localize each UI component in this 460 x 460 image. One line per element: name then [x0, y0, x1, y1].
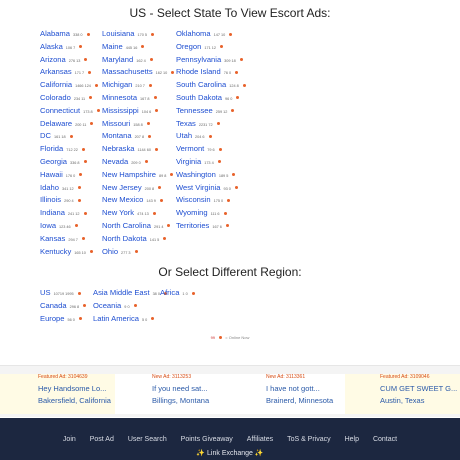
- state-link[interactable]: Maryland: [102, 54, 134, 64]
- region-link[interactable]: Canada: [40, 300, 67, 310]
- region-row[interactable]: [40, 300, 86, 313]
- online-dot-icon: [151, 317, 154, 320]
- state-row[interactable]: [40, 118, 100, 131]
- state-link[interactable]: DC: [40, 131, 51, 141]
- footer-link-points-giveaway[interactable]: Points Giveaway: [180, 436, 233, 443]
- state-row[interactable]: [176, 41, 246, 54]
- online-dot-icon: [229, 33, 232, 36]
- state-link[interactable]: South Dakota: [176, 92, 223, 102]
- state-link[interactable]: New Jersey: [102, 182, 142, 192]
- state-row[interactable]: [40, 143, 100, 156]
- ad-card[interactable]: [0, 374, 115, 414]
- state-link[interactable]: Arizona: [40, 54, 66, 64]
- state-count: 290 4: [64, 199, 74, 204]
- online-dot-icon: [236, 96, 239, 99]
- state-count: 162 10: [155, 71, 168, 76]
- state-count: 210 7: [135, 84, 145, 89]
- ad-card[interactable]: [345, 374, 460, 414]
- state-count: 161 18: [53, 135, 66, 140]
- state-row[interactable]: [102, 130, 174, 143]
- state-row[interactable]: [102, 169, 174, 182]
- state-link[interactable]: Montana: [102, 131, 132, 141]
- state-row[interactable]: [102, 182, 174, 195]
- state-link[interactable]: West Virginia: [176, 182, 221, 192]
- state-link[interactable]: Colorado: [40, 92, 71, 102]
- region-link[interactable]: Oceania: [93, 300, 122, 310]
- sparkle-icon: ✨: [196, 450, 206, 457]
- state-row[interactable]: [40, 156, 100, 169]
- state-count: 93 0: [223, 186, 231, 191]
- online-dot-icon: [83, 304, 86, 307]
- state-link[interactable]: Arkansas: [40, 67, 72, 77]
- state-count: 309 18: [224, 58, 236, 63]
- online-dot-icon: [160, 199, 163, 202]
- state-link[interactable]: Territories: [176, 220, 210, 230]
- state-link[interactable]: Idaho: [40, 182, 60, 192]
- ad-location[interactable]: Austin, Texas: [380, 396, 425, 405]
- state-row[interactable]: [176, 54, 246, 67]
- online-dot-icon: [89, 96, 92, 99]
- state-count: 1144 60: [137, 148, 151, 153]
- online-dot-icon: [82, 237, 85, 240]
- online-dot-icon: [170, 173, 173, 176]
- state-count: 124 8: [229, 84, 239, 89]
- state-link[interactable]: Georgia: [40, 156, 68, 166]
- state-count: 167 6: [212, 224, 222, 229]
- online-dot-icon: [145, 160, 148, 163]
- online-dot-icon: [79, 173, 82, 176]
- state-count: 277 3: [121, 250, 131, 255]
- online-dot-icon: [134, 304, 137, 307]
- ad-card[interactable]: [230, 374, 345, 414]
- sparkle-icon: ✨: [254, 450, 264, 457]
- online-dot-icon: [217, 122, 220, 125]
- region-row[interactable]: [160, 287, 195, 300]
- online-dot-icon: [147, 122, 150, 125]
- online-dot-icon: [192, 292, 195, 295]
- online-label: = Online Now: [225, 335, 250, 340]
- region-link[interactable]: Africa: [160, 288, 180, 297]
- regions-column-1: [40, 287, 86, 325]
- state-count: 336 8: [70, 160, 80, 165]
- online-dot-icon: [95, 84, 98, 87]
- region-row[interactable]: [93, 313, 167, 326]
- state-link[interactable]: Wyoming: [176, 208, 208, 218]
- footer-nav: [0, 436, 460, 443]
- online-dot-icon: [218, 160, 221, 163]
- online-dot-icon: [220, 45, 223, 48]
- state-link[interactable]: Washington: [176, 169, 216, 179]
- state-link[interactable]: Maine: [102, 41, 123, 51]
- state-row[interactable]: [40, 79, 100, 92]
- state-count: 111 6: [210, 212, 220, 217]
- state-count: 141 5: [149, 237, 160, 242]
- state-row[interactable]: [40, 66, 100, 79]
- footer-link-post-ad[interactable]: Post Ad: [89, 436, 114, 443]
- online-dot-icon: [90, 250, 93, 253]
- state-link[interactable]: Wisconsin: [176, 195, 211, 205]
- state-link[interactable]: Alaska: [40, 41, 63, 51]
- state-count: 76 0: [223, 71, 232, 76]
- state-row[interactable]: [102, 246, 174, 259]
- state-count: 241 12: [67, 212, 80, 217]
- state-count: 204 6: [195, 135, 205, 140]
- state-count: 259 12: [215, 109, 228, 114]
- state-count: 106 7: [65, 45, 76, 50]
- online-count: 99: [210, 335, 216, 340]
- online-dot-icon: [209, 135, 212, 138]
- state-row[interactable]: [40, 194, 100, 207]
- region-row[interactable]: [93, 300, 167, 313]
- online-dot-icon: [82, 148, 85, 151]
- state-row[interactable]: [102, 233, 174, 246]
- footer-link-contact[interactable]: Contact: [372, 436, 398, 443]
- online-dot-icon: [148, 135, 151, 138]
- state-link[interactable]: Texas: [176, 118, 196, 128]
- online-dot-icon: [84, 58, 87, 61]
- state-count: 1466 124: [75, 84, 91, 89]
- state-count: 200 8: [144, 186, 155, 191]
- state-row[interactable]: [40, 105, 100, 118]
- footer-link-tos[interactable]: ToS & Privacy: [287, 436, 331, 443]
- region-row[interactable]: [40, 287, 86, 300]
- states-column-3: [176, 28, 246, 233]
- online-dot-icon: [78, 199, 81, 202]
- state-count: 338 0: [72, 33, 83, 37]
- state-link[interactable]: Indiana: [40, 208, 65, 218]
- online-dot-icon: [84, 212, 87, 215]
- region-title: Or Select Different Region:: [158, 265, 302, 279]
- state-count: 162 4: [136, 58, 146, 63]
- online-dot-icon: [151, 33, 154, 36]
- online-dot-icon: [158, 186, 161, 189]
- online-dot-icon: [235, 71, 238, 74]
- state-row[interactable]: [176, 182, 246, 195]
- state-count: 341 12: [62, 186, 74, 191]
- online-dot-icon: [232, 173, 235, 176]
- state-link[interactable]: Delaware: [40, 118, 73, 128]
- online-dot-icon: [219, 148, 222, 151]
- state-row[interactable]: [40, 41, 100, 54]
- region-count: 1 0: [182, 292, 188, 296]
- regions-column-2: [93, 287, 167, 325]
- ad-location[interactable]: Brainerd, Minnesota: [266, 396, 334, 405]
- region-link[interactable]: US: [40, 288, 51, 297]
- link-exchange[interactable]: [0, 449, 460, 457]
- state-row[interactable]: [176, 105, 246, 118]
- region-count: 296 8: [69, 304, 80, 309]
- online-dot-icon: [84, 160, 87, 163]
- state-row[interactable]: [102, 54, 174, 67]
- ad-title[interactable]: Hey Handsome Lo...: [38, 384, 107, 393]
- state-row[interactable]: [40, 233, 100, 246]
- state-row[interactable]: [40, 246, 100, 259]
- online-dot-icon: [171, 71, 174, 74]
- ad-tag: New Ad: 3113361: [266, 374, 306, 380]
- state-count: 158 8: [133, 122, 143, 127]
- state-row[interactable]: [176, 194, 246, 207]
- state-count: 165 10: [74, 250, 86, 255]
- state-link[interactable]: Alabama: [40, 29, 70, 38]
- region-count: 56 0: [67, 317, 75, 322]
- online-dot-icon: [150, 58, 153, 61]
- ad-location[interactable]: Billings, Montana: [152, 396, 210, 405]
- state-row[interactable]: [40, 92, 100, 105]
- state-row[interactable]: [102, 66, 174, 79]
- state-link[interactable]: Virginia: [176, 156, 202, 166]
- state-row[interactable]: [176, 130, 246, 143]
- state-count: 170 5: [137, 33, 148, 37]
- state-link[interactable]: North Carolina: [102, 220, 151, 230]
- online-dot-icon: [75, 224, 78, 227]
- online-dot-icon: [226, 224, 229, 227]
- ad-tag: New Ad: 3113253: [152, 374, 192, 380]
- ad-tag: Featured Ad: 3109046: [380, 374, 430, 380]
- state-count: 89 8: [159, 173, 167, 178]
- state-count: 171 12: [204, 45, 216, 50]
- state-link[interactable]: Nebraska: [102, 144, 135, 154]
- state-count: 276 13: [68, 58, 81, 63]
- region-link[interactable]: Asia Middle East: [93, 288, 150, 297]
- state-link[interactable]: Minnesota: [102, 92, 138, 102]
- state-count: 173 8: [83, 109, 93, 114]
- state-count: 143 9: [146, 199, 156, 204]
- state-count: 175 0: [213, 199, 224, 204]
- online-dot-icon: [135, 250, 138, 253]
- ad-location[interactable]: Bakersfield, California: [38, 396, 111, 405]
- state-row[interactable]: [102, 143, 174, 156]
- online-dot-icon: [88, 71, 91, 74]
- online-dot-icon: [235, 186, 238, 189]
- state-count: 291 4: [153, 224, 164, 229]
- state-row[interactable]: [176, 92, 246, 105]
- state-row[interactable]: [176, 156, 246, 169]
- state-row[interactable]: [176, 79, 246, 92]
- footer: [0, 418, 460, 460]
- state-count: 123 46: [59, 224, 71, 229]
- online-dot-icon: [87, 33, 90, 36]
- online-dot-icon: [240, 58, 243, 61]
- state-link[interactable]: Iowa: [40, 220, 57, 230]
- state-link[interactable]: Florida: [40, 144, 64, 154]
- online-dot-icon: [224, 212, 227, 215]
- state-count: 207 8: [134, 135, 145, 140]
- state-row[interactable]: [40, 169, 100, 182]
- online-dot-icon: [78, 292, 81, 295]
- state-count: 173 4: [204, 160, 214, 165]
- ad-title[interactable]: CUM GET SWEET G...: [380, 384, 458, 393]
- state-row[interactable]: [176, 143, 246, 156]
- online-dot-icon: [90, 122, 93, 125]
- state-row[interactable]: [102, 92, 174, 105]
- region-count: 10719 1995: [53, 292, 74, 296]
- online-dot-icon: [153, 212, 156, 215]
- online-dot-icon: [231, 109, 234, 112]
- state-link[interactable]: North Dakota: [102, 233, 147, 243]
- state-count: 96 0: [225, 96, 233, 101]
- state-link[interactable]: Louisiana: [102, 29, 135, 38]
- footer-link-join[interactable]: Join: [62, 436, 76, 443]
- region-count: 9 0: [124, 304, 130, 309]
- online-dot-icon: [219, 336, 222, 339]
- state-count: 176 0: [65, 173, 76, 178]
- state-count: 294 7: [68, 237, 78, 242]
- state-link[interactable]: Kansas: [40, 233, 66, 243]
- state-row[interactable]: [102, 156, 174, 169]
- state-link[interactable]: Massachusetts: [102, 67, 153, 77]
- state-row[interactable]: [102, 79, 174, 92]
- state-row[interactable]: [102, 220, 174, 233]
- state-count: 474 13: [137, 212, 149, 217]
- state-row[interactable]: [102, 118, 174, 131]
- ad-title[interactable]: If you need sat...: [152, 384, 208, 393]
- footer-link-user-search[interactable]: User Search: [127, 436, 167, 443]
- region-count: 38 0: [152, 292, 160, 296]
- regions-column-3: [160, 287, 195, 300]
- state-row[interactable]: [40, 28, 100, 41]
- state-row[interactable]: [176, 169, 246, 182]
- online-dot-icon: [79, 317, 82, 320]
- state-link[interactable]: Hawaii: [40, 169, 63, 179]
- state-link[interactable]: New York: [102, 208, 135, 218]
- ads-strip: [0, 365, 460, 417]
- state-link[interactable]: Michigan: [102, 80, 133, 90]
- state-link[interactable]: California: [40, 80, 73, 90]
- state-row[interactable]: [102, 41, 174, 54]
- online-dot-icon: [149, 84, 152, 87]
- state-link[interactable]: Tennessee: [176, 105, 213, 115]
- online-dot-icon: [70, 135, 73, 138]
- online-dot-icon: [227, 199, 230, 202]
- state-row[interactable]: [102, 28, 174, 41]
- state-link[interactable]: Pennsylvania: [176, 54, 222, 64]
- state-row[interactable]: [40, 220, 100, 233]
- state-link[interactable]: New Mexico: [102, 195, 144, 205]
- state-link[interactable]: Nevada: [102, 156, 129, 166]
- page-title: US - Select State To View Escort Ads:: [129, 6, 331, 20]
- state-link[interactable]: Connecticut: [40, 105, 81, 115]
- online-dot-icon: [79, 45, 82, 48]
- states-column-2: [102, 28, 174, 258]
- footer-link-affiliates[interactable]: Affiliates: [246, 436, 274, 443]
- state-link[interactable]: Illinois: [40, 195, 62, 205]
- online-dot-icon: [155, 109, 158, 112]
- state-count: 171 7: [74, 71, 85, 76]
- online-dot-icon: [97, 109, 100, 112]
- state-row[interactable]: [176, 28, 246, 41]
- state-row[interactable]: [102, 194, 174, 207]
- state-row[interactable]: [40, 207, 100, 220]
- region-link[interactable]: Europe: [40, 313, 65, 323]
- state-count: 445 16: [125, 45, 138, 50]
- online-dot-icon: [243, 84, 246, 87]
- state-row[interactable]: [176, 220, 246, 233]
- ad-card[interactable]: [115, 374, 230, 414]
- state-count: 167 8: [140, 96, 150, 101]
- state-link[interactable]: Mississippi: [102, 105, 139, 115]
- state-link[interactable]: Ohio: [102, 246, 119, 256]
- online-legend: [0, 335, 460, 340]
- state-row[interactable]: [176, 207, 246, 220]
- ad-tag: Featured Ad: 3104639: [38, 374, 88, 380]
- online-dot-icon: [163, 237, 166, 240]
- state-row[interactable]: [176, 66, 246, 79]
- state-count: 234 11: [73, 96, 86, 101]
- state-link[interactable]: Missouri: [102, 118, 131, 128]
- online-dot-icon: [141, 45, 144, 48]
- state-link[interactable]: Oklahoma: [176, 29, 211, 38]
- state-count: 712 22: [66, 148, 78, 153]
- state-link[interactable]: Rhode Island: [176, 67, 221, 77]
- region-row[interactable]: [40, 313, 86, 326]
- state-link[interactable]: South Carolina: [176, 80, 227, 90]
- state-link[interactable]: Vermont: [176, 144, 205, 154]
- states-column-1: [40, 28, 100, 258]
- online-dot-icon: [78, 186, 81, 189]
- state-count: 2231 72: [198, 122, 213, 127]
- online-dot-icon: [155, 148, 158, 151]
- state-count: 189 5: [218, 173, 229, 178]
- footer-link-help[interactable]: Help: [344, 436, 359, 443]
- state-row[interactable]: [40, 182, 100, 195]
- state-link[interactable]: Kentucky: [40, 246, 72, 256]
- ad-title[interactable]: I have not gott...: [266, 384, 320, 393]
- state-count: 209 0: [131, 160, 141, 165]
- region-count: 5 0: [142, 317, 148, 322]
- state-row[interactable]: [40, 54, 100, 67]
- state-count: 147 10: [213, 33, 226, 37]
- online-dot-icon: [154, 96, 157, 99]
- state-link[interactable]: Utah: [176, 131, 193, 141]
- state-count: 200 11: [75, 122, 87, 127]
- state-link[interactable]: New Hampshire: [102, 169, 157, 179]
- state-link[interactable]: Oregon: [176, 41, 202, 51]
- state-row[interactable]: [102, 105, 174, 118]
- link-exchange-label[interactable]: Link Exchange: [207, 450, 253, 457]
- state-count: 79 6: [207, 148, 215, 153]
- state-row[interactable]: [40, 130, 100, 143]
- online-dot-icon: [167, 224, 170, 227]
- state-row[interactable]: [176, 118, 246, 131]
- region-link[interactable]: Latin America: [93, 313, 140, 323]
- region-row[interactable]: [93, 287, 167, 300]
- state-row[interactable]: [102, 207, 174, 220]
- state-count: 104 6: [141, 109, 152, 114]
